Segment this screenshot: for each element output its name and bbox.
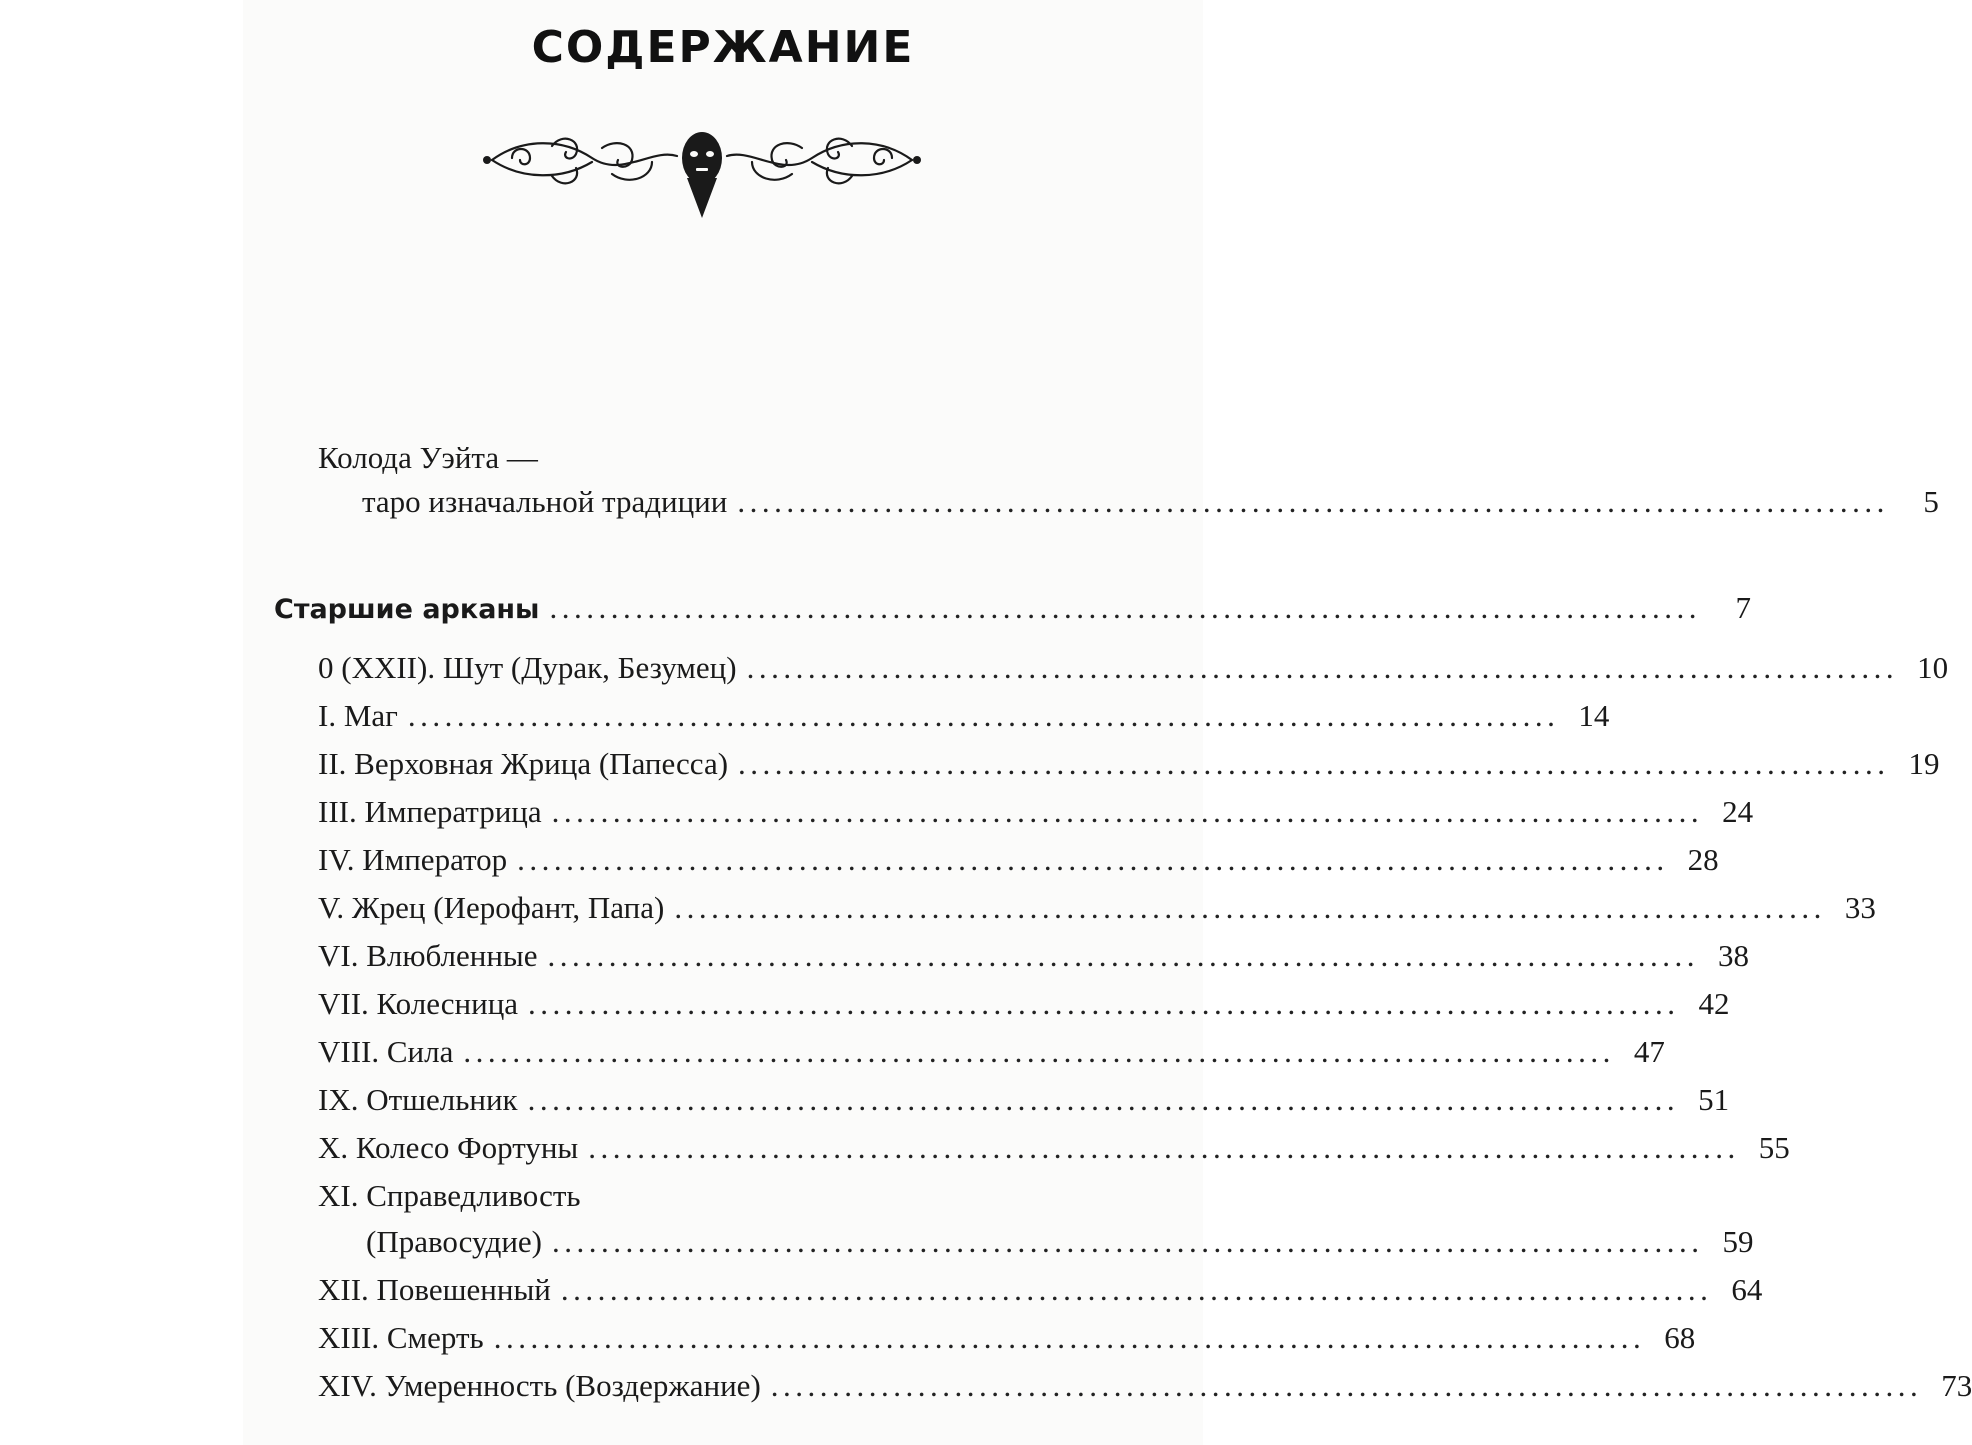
toc-entry[interactable] [318,650,1949,686]
toc-page-number: 10 [1917,650,1949,685]
toc-entry-title: II. Верховная Жрица (Папесса) [318,746,729,781]
leader-dots: .............................................................................................. [552,1224,1704,1259]
toc-entry[interactable] [318,1368,1972,1404]
toc-entry-title: IV. Император [318,842,508,877]
toc-page-number: 38 [1718,938,1750,973]
toc-entry-title: XII. Повешенный [318,1272,551,1307]
leader-dots: .............................................................................................. [770,1368,1923,1403]
toc-page-number: 73 [1941,1368,1972,1403]
toc-entry[interactable] [318,794,1754,830]
toc-page-number: 28 [1687,842,1719,877]
toc-entry-title: V. Жрец (Иерофант, Папа) [318,890,665,925]
toc-entry-title: I. Маг [318,698,398,733]
toc-intro-line1: Колода Уэйта — [318,440,538,475]
leader-dots: .............................................................................................. [588,1130,1740,1165]
toc-page-number: 19 [1908,746,1940,781]
baroque-flourish-icon [482,118,922,220]
toc-entry-title: X. Колесо Фортуны [318,1130,579,1165]
toc-page-number: 24 [1722,794,1754,829]
toc-section-major-arcana[interactable] [274,590,1751,626]
leader-dots: .............................................................................................. [560,1272,1713,1307]
toc-page-number: 47 [1633,1034,1665,1069]
toc-entry[interactable] [318,938,1750,974]
leader-dots: .............................................................................................. [549,590,1701,625]
toc-entry[interactable] [318,1130,1790,1166]
toc-entry-title: таро изначальной традиции [362,484,728,519]
toc-entry[interactable] [318,986,1730,1022]
leader-dots: .............................................................................................. [746,650,1899,685]
leader-dots: .............................................................................................. [551,794,1704,829]
toc-entry[interactable] [318,890,1876,926]
toc-page-number: 7 [1735,590,1751,625]
leader-dots: .............................................................................................. [737,484,1889,519]
leader-dots: .............................................................................................. [463,1034,1615,1069]
toc-entry-title: VIII. Сила [318,1034,454,1069]
page-title: СОДЕРЖАНИЕ [531,22,915,73]
toc-entry[interactable] [318,1272,1763,1308]
toc-entry-title: (Правосудие) [366,1224,543,1259]
leader-dots: .............................................................................................. [547,938,1700,973]
toc-entry[interactable] [366,1224,1754,1260]
toc-page-number: 68 [1664,1320,1696,1355]
toc-entry-title: 0 (XXII). Шут (Дурак, Безумец) [318,650,737,685]
leader-dots: .............................................................................................. [407,698,1560,733]
toc-entry[interactable] [318,1082,1730,1118]
toc-entry-title: VII. Колесница [318,986,519,1021]
toc-entry-title: XIII. Смерть [318,1320,484,1355]
toc-page-number: 64 [1731,1272,1763,1307]
leader-dots: .............................................................................................. [527,1082,1680,1117]
leader-dots: .............................................................................................. [738,746,1890,781]
toc-entry[interactable] [318,746,1940,782]
toc-entry[interactable] [318,1320,1696,1356]
toc-page-number: 33 [1844,890,1876,925]
toc-entry-title: IX. Отшельник [318,1082,518,1117]
toc-entry-xi-line1: XI. Справедливость [318,1178,581,1213]
toc-page-number: 5 [1923,484,1939,519]
toc-page-number: 51 [1698,1082,1730,1117]
leader-dots: .............................................................................................. [493,1320,1646,1355]
toc-entry[interactable] [318,698,1610,734]
leader-dots: .............................................................................................. [517,842,1669,877]
toc-entry-title: III. Императрица [318,794,542,829]
toc-page-number: 59 [1722,1224,1754,1259]
toc-page-number: 42 [1698,986,1730,1021]
toc-page-number: 55 [1758,1130,1790,1165]
toc-page-number: 14 [1578,698,1610,733]
toc-entry-title: XIV. Умеренность (Воздержание) [318,1368,761,1403]
toc-entry[interactable] [318,842,1719,878]
section-title: Старшие арканы [274,594,540,625]
toc-entry-title: VI. Влюбленные [318,938,538,973]
leader-dots: .............................................................................................. [528,986,1680,1021]
leader-dots: .............................................................................................. [674,890,1826,925]
toc-intro-entry[interactable] [362,484,1939,520]
toc-entry[interactable] [318,1034,1665,1070]
